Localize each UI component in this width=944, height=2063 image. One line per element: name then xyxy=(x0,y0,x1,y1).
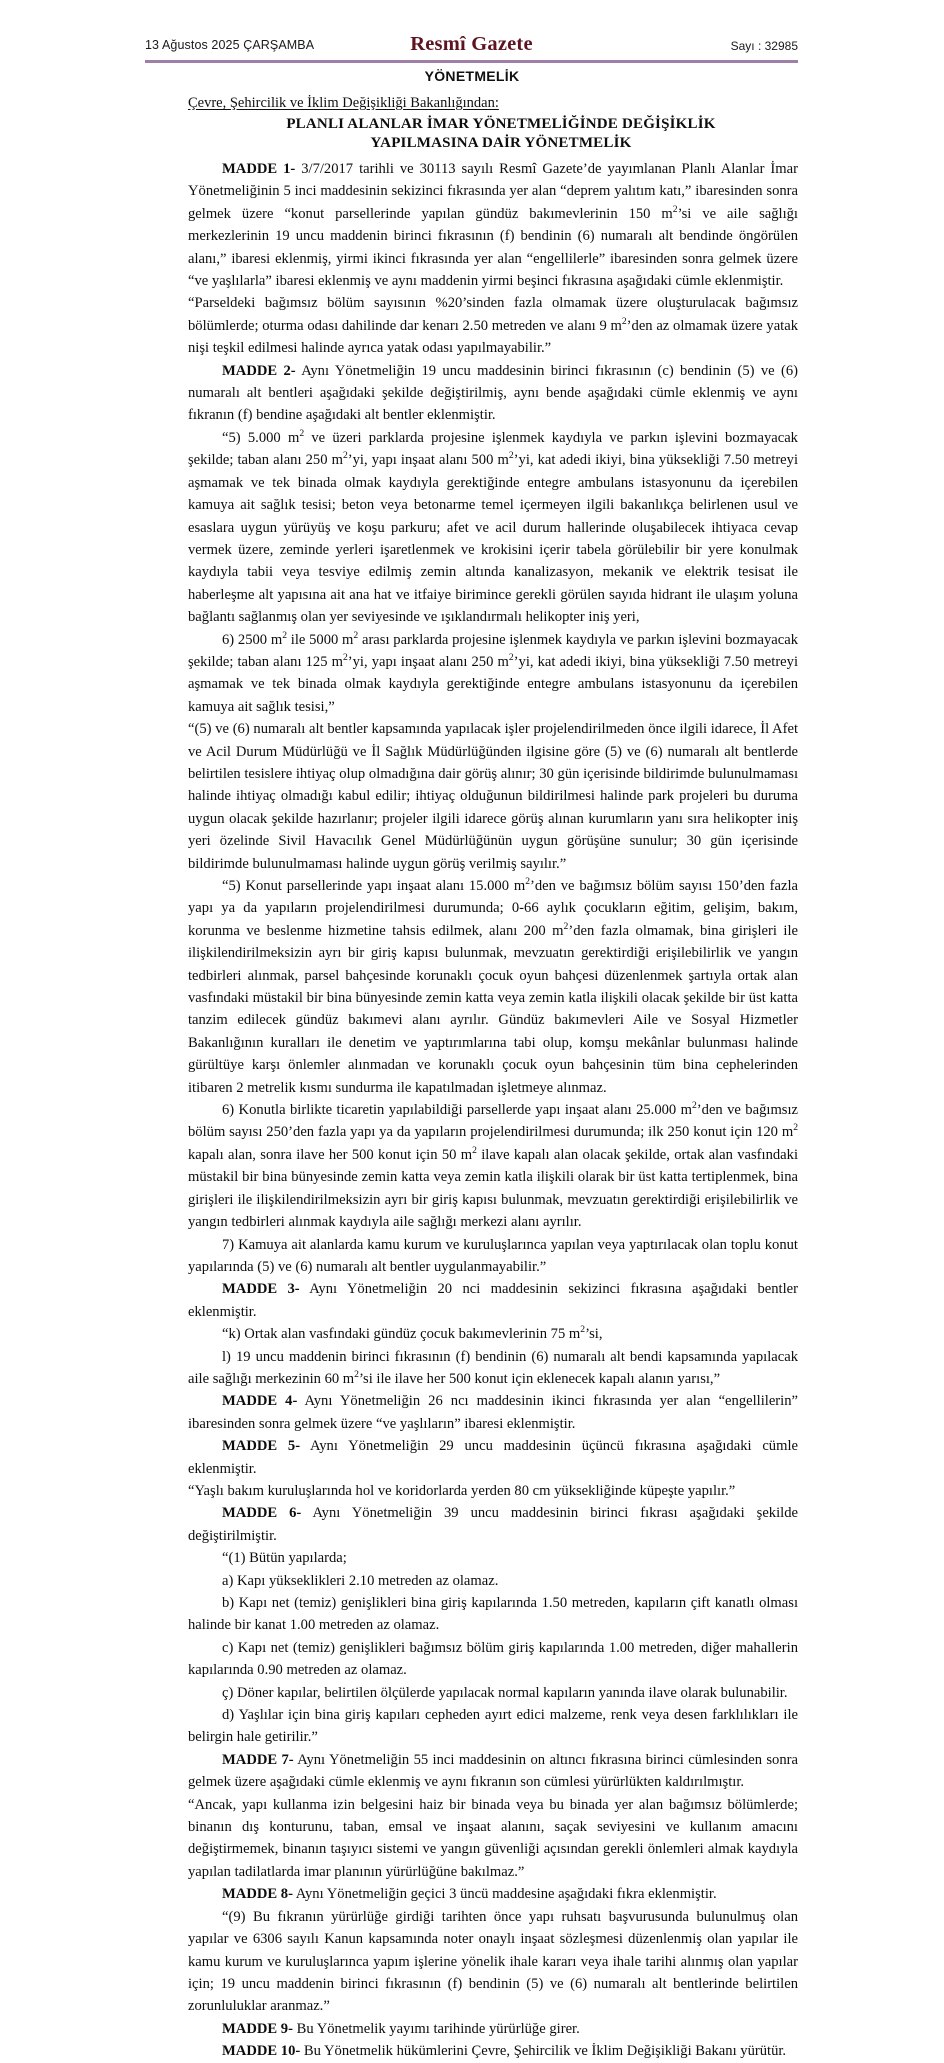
paragraph-madde-2: MADDE 2- Aynı Yönetmeliğin 19 uncu maddesinin birinci fıkrasının (c) bendinin (5) ve (6) numaralı alt bentleri aşağıdaki şekilde değiştirilmiş, aynı bende aşağıdaki cümle eklenmiş ve aynı fıkranın (f) bendine aşağıdaki alt bentler eklenmiştir. xyxy=(188,362,798,424)
document-title-line-1: PLANLI ALANLAR İMAR YÖNETMELİĞİNDE DEĞİŞİKLİK xyxy=(286,116,716,132)
paragraph-madde-6-cc: ç) Döner kapılar, belirtilen ölçülerde yapılacak normal kapıların yanında ilave olarak bulunabilir. xyxy=(222,1684,788,1701)
paragraph-madde-6-d: d) Yaşlılar için bina giriş kapıları cepheden ayırt edici malzeme, renk veya desen farklılıkları ile belirgin hale getirilir.” xyxy=(188,1707,798,1746)
paragraph-madde-2-f-6: 6) Konutla birlikte ticaretin yapılabildiği parsellerde yapı inşaat alanı 25.000 $m^2’den$ ve bağımsız bölüm sayısı 250’den fazla yapı ya da yapıların projelendirilmesi durumunda; ilk 250 konut için 120 $m^2$ kapalı alan, sonra ilave her 500 konut için 50 $m^2$ ilave kapalı alan olacak şekilde, ortak alan vasfındaki müstakil bir bina bünyesinde zemin katta veya zemin katla ilişkili olarak bir üst katta tertiplenmek, bina girişleri ile ilişkilendirilmeksizin ayrı bir giriş kapısı bulunmak, mevzuatın gerektirdiği erişilebilirlik ve yangın tedbirleri alınmak kaydıyla aile sağlığı merkezi alanı ayrılır. xyxy=(188,1100,799,1231)
paragraph-madde-6-b: b) Kapı net (temiz) genişlikleri bina giriş kapılarında 1.50 metreden, kapıların çift kanatlı olması halinde bir kanat 1.00 metreden az olamaz. xyxy=(188,1595,798,1634)
document-title xyxy=(188,115,814,153)
paragraph-madde-8-f9: “(9) Bu fıkranın yürürlüğe girdiği tarihten önce yapı ruhsatı başvurusunda bulunulmuş olan yapılar ve 6306 sayılı Kanun kapsamında noter onaylı inşaat sözleşmesi düzenlenmiş olan yapılar ile kamu kurum ve kuruluşlarınca yapım işlerine yönelik ihale kararı veya ihale tarihi alınmış olan yapılar için; 19 uncu maddenin birinci fıkrasının (f) bendinin (5) ve (6) numaralı alt bentlerinde belirtilen zorunluluklar aranmaz.” xyxy=(188,1908,798,2015)
masthead-issue-number: Sayı : 32985 xyxy=(730,39,798,53)
paragraph-madde-1-quote: “Parseldeki bağımsız bölüm sayısının %20’sinden fazla olmamak üzere oluşturulacak bağımsız bölümlerde; oturma odası dahilinde dar kenarı 2.50 metreden ve alanı 9 $m^2’den$ az olmamak üzere yatak nişi teşkil edilmesi halinde ayrıca yatak odası yapılmayabilir.” xyxy=(188,295,799,357)
masthead-date: 13 Ağustos 2025 ÇARŞAMBA xyxy=(145,38,315,52)
paragraph-madde-2-cumle: “(5) ve (6) numaralı alt bentler kapsamında yapılacak işler projelendirilmeden önce ilgili idarece, İl Afet ve Acil Durum Müdürlüğü ve İl Sağlık Müdürlüğünden ilgisine göre (5) ve (6) numaralı alt bentlerde belirtilen tesislere ihtiyaç olup olmadığına dair görüş alınır; 30 gün içerisinde bildirimde bulunulmaması halinde ihtiyaç olmadığı kabul edilir; ihtiyaç olduğunun bildirilmesi halinde park projeleri bu duruma uygun olacak şekilde hazırlanır; projeler ilgili idarece görüş alınan kurumların yanı sıra helikopter iniş yeri özelinde Sivil Havacılık Genel Müdürlüğünün uygun görüşüne sunulur; 30 gün içerisinde bildirimde bulunulmaması halinde uygun görüş verilmiş sayılır.” xyxy=(188,721,798,872)
paragraph-madde-8: MADDE 8- Aynı Yönetmeliğin geçici 3 üncü maddesine aşağıdaki fıkra eklenmiştir. xyxy=(222,1886,717,1903)
masthead-title: Resmî Gazete xyxy=(410,33,533,55)
paragraph-madde-6: MADDE 6- Aynı Yönetmeliğin 39 uncu maddesinin birinci fıkrası aşağıdaki şekilde değiştirilmiştir. xyxy=(188,1505,798,1544)
paragraph-madde-3-bent-k: “k) Ortak alan vasfındaki gündüz çocuk bakımevlerinin 75 $m^2’si$, xyxy=(222,1324,603,1343)
paragraph-madde-2-f-5: “5) Konut parsellerinde yapı inşaat alanı 15.000 $m^2’den$ ve bağımsız bölüm sayısı 150’den fazla yapı ya da yapıların projelendirilmesi durumunda; 0-66 aylık çocukların eğitim, gelişim, bakım, korunma ve beslenme hizmetine tahsis edilmek, alanı 200 $m^2’den$ fazla olmamak, bina girişleri ile ilişkilendirilmeksizin ayrı bir giriş kapısı bulunmak, mevzuatın gerektirdiği erişilebilirlik ve yangın tedbirleri alınmak, parsel bahçesinde korunaklı çocuk oyun bahçesi düzenlenmek şartıyla ortak alan vasfındaki müstakil bir bina bünyesinde zemin katta veya zemin katla ilişkili olacak şekilde bir üst katta tanzim edilecek gündüz bakımevi alanı ayrılır. Gündüz bakımevleri Aile ve Sosyal Hizmetler Bakanlığının kuralları ile denetim ve yaptırımlarına tabi olup, komşu mekânlar bulunması halinde gürültüye karşı önlemler alınmadan ve korunaklı çocuk oyun bahçesinin tüm bina cephelerinden itibaren 2 metrelik kısmı sundurma ile kapatılmadan işletmeye alınmaz. xyxy=(188,876,798,1096)
paragraph-madde-9: MADDE 9- Bu Yönetmelik yayımı tarihinde yürürlüğe girer. xyxy=(222,2020,580,2037)
paragraph-madde-3: MADDE 3- Aynı Yönetmeliğin 20 nci maddesinin sekizinci fıkrasına aşağıdaki bentler eklenmiştir. xyxy=(188,1281,798,1320)
document-title-line-2: YAPILMASINA DAİR YÖNETMELİK xyxy=(370,135,632,151)
paragraph-madde-5-quote: “Yaşlı bakım kuruluşlarında hol ve koridorlarda yerden 80 cm yüksekliğinde küpeşte yapılır.” xyxy=(188,1482,736,1499)
paragraph-madde-7-quote: “Ancak, yapı kullanma izin belgesini haiz bir binada veya bu binada yer alan bağımsız bölümlerde; binanın dış konturunu, taban, emsal ve inşaat alanını, saçak seviyesini ve kullanım amacını değiştirmemek, binanın taşıyıcı sistemi ve yangın güvenliği açısından gerekli önlemleri almak kaydıyla yapılan tadilatlarda imar planının yürürlüğüne bakılmaz.” xyxy=(188,1796,798,1880)
document-kind-heading: YÖNETMELİK xyxy=(424,68,520,84)
paragraph-madde-1: MADDE 1- 3/7/2017 tarihli ve 30113 sayılı Resmî Gazete’de yayımlanan Planlı Alanlar İmar Yönetmeliğinin 5 inci maddesinin sekizinci fıkrasında yer alan “deprem yalıtım katı,” ibaresinden sonra gelmek üzere “konut parsellerinde yapılan gündüz bakımevlerinin 150 $m^2’si$ ve aile sağlığı merkezlerinin 19 uncu maddenin birinci fıkrasının (f) bendinin (6) numaralı alt bendinde öngörülen alanı,” ibaresi eklenmiş, yirmi ikinci fıkrasında yer alan “engellilerle” ibaresinden sonra gelmek üzere “ve yaşlılarla” ibaresi eklenmiş ve aynı maddenin yirmi beşinci fıkrasına aşağıdaki cümle eklenmiştir. xyxy=(188,161,798,290)
masthead-divider xyxy=(145,60,798,63)
paragraph-madde-3-bent-l: l) 19 uncu maddenin birinci fıkrasının (f) bendinin (6) numaralı alt bendi kapsamında yapılacak aile sağlığı merkezinin 60 $m^2’si$ ile ilave her 500 konut için eklenecek kapalı alanın yarısı,” xyxy=(188,1348,798,1387)
masthead xyxy=(145,33,798,62)
paragraph-madde-7: MADDE 7- Aynı Yönetmeliğin 55 inci maddesinin on altıncı fıkrasına birinci cümlesinden sonra gelmek üzere aşağıdaki cümle eklenmiş ve aynı fıkranın son cümlesi yürürlükten kaldırılmıştır. xyxy=(188,1751,798,1791)
paragraph-madde-2-bent-6: 6) 2500 $m^2$ ile 5000 $m^2$ arası parklarda projesine işlenmek kaydıyla ve parkın işlevini bozmayacak şekilde; taban alanı 125 $m^2’yi$, yapı inşaat alanı 250 $m^2’yi$, kat adedi ikiyi, bina yüksekliği 7.50 metreyi aşmamak ve tek binada olmak kaydıyla gerektiğinde entegre ambulans istasyonunu da içerebilen kamuya ait sağlık tesisi,” xyxy=(188,629,799,715)
paragraph-madde-6-c: c) Kapı net (temiz) genişlikleri bağımsız bölüm giriş kapılarında 1.00 metreden, diğer mahallerin kapılarında 0.90 metreden az olamaz. xyxy=(188,1639,798,1679)
document-body xyxy=(188,158,798,2063)
paragraph-madde-6-a: a) Kapı yükseklikleri 2.10 metreden az olamaz. xyxy=(222,1572,499,1589)
paragraph-madde-5: MADDE 5- Aynı Yönetmeliğin 29 uncu maddesinin üçüncü fıkrasına aşağıdaki cümle eklenmiştir. xyxy=(188,1438,798,1477)
issuing-authority: Çevre, Şehircilik ve İklim Değişikliği Bakanlığından: xyxy=(188,95,499,111)
paragraph-madde-6-f1: “(1) Bütün yapılarda; xyxy=(222,1550,347,1567)
paragraph-madde-10: MADDE 10- Bu Yönetmelik hükümlerini Çevre, Şehircilik ve İklim Değişikliği Bakanı yürütür. xyxy=(222,2043,787,2060)
paragraph-madde-2-f-7: 7) Kamuya ait alanlarda kamu kurum ve kuruluşlarınca yapılan veya yaptırılacak olan toplu konut yapılarında (5) ve (6) numaralı alt bentler uygulanmayabilir.” xyxy=(188,1236,798,1275)
paragraph-madde-4: MADDE 4- Aynı Yönetmeliğin 26 ncı maddesinin ikinci fıkrasında yer alan “engellilerin” ibaresinden sonra gelmek üzere “ve yaşlıların” ibaresi eklenmiştir. xyxy=(188,1393,798,1432)
paragraph-madde-2-bent-5: “5) 5.000 $m^2$ ve üzeri parklarda projesine işlenmek kaydıyla ve parkın işlevini bozmayacak şekilde; taban alanı 250 $m^2’yi$, yapı inşaat alanı 500 $m^2’yi$, kat adedi ikiyi, bina yüksekliği 7.50 metreyi aşmamak ve tek binada olmak kaydıyla gerektiğinde entegre ambulans istasyonunu da içerebilen kamuya ait sağlık tesisi; beton veya betonarme temel içermeyen ilgili bakanlıkça belirlenen usul ve esaslara uygun yürüyüş ve koşu parkuru; afet ve acil durum hallerinde oluşabilecek ihtiyaca cevap vermek üzere, zeminde yerleri işaretlenmek ve krokisini içerir tabela görülebilir bir yere konulmak kaydıyla tabii veya tesviye edilmiş zemin altında kanalizasyon, mekanik ve elektrik tesisat ile haberleşme alt yapısına ait ana hat ve itfaiye birimince gerekli görülen sayıda hidrant ile ulaşım yoluna bağlantı sağlanmış olan yer seviyesinde ve ışıklandırmalı helikopter iniş yeri, xyxy=(188,428,799,626)
